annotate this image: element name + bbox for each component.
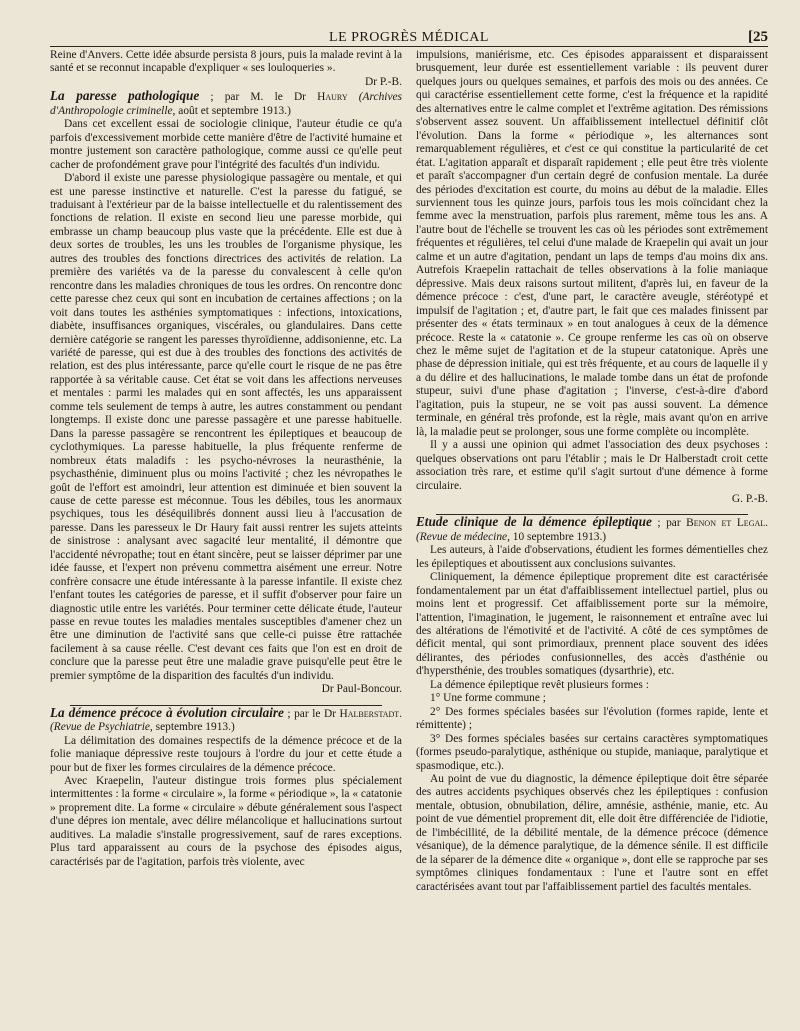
article-list-item: 1° Une forme commune ; bbox=[430, 692, 546, 705]
article-signature: Dr Paul-Boncour. bbox=[321, 683, 402, 696]
article-title-paresse: La paresse pathologique ; par M. le Dr Haury (Archives d'Anthropologie criminelle, août et septembre 1913.) bbox=[50, 88, 402, 117]
continuation-paragraph: impulsions, maniérisme, etc. Ces épisodes apparaissent et disparaissent brusquement, leur durée est essentiellement variable : ils peuvent durer quelques jours ou quelques semaines, et parfois des mois ou des années. Ce qui caractérise essentiellement cette forme, c'est la fréquence et la rapidité des alternatives entre le calme complet et l'extrême agitation. Des rémissions s'observent assez souvent. Un affaiblissement intellectuel définitif clôt l'évolution. Dans la forme « périodique », les alternances sont remarquablement régulières, et c'est ce qui constitue la particularité de cet état. L'agitation apparaît et disparaît rapidement ; elle peut être très violente et paraît s'accompagner d'un certain degré de confusion mentale. La durée des périodes d'excitation est courte, du moins au début de la maladie. Elles surviennent tous les quinze jours, parfois tous les mois coïncidant chez la femme avec la menstruation, parfois plus rarement, même tous les ans. A l'autre bout de l'échelle se trouvent les cas où les périodes sont extrêmement fréquentes et régulières, tel celui d'une malade de Kraepelin qui avait un jour calme et un autre d'agitation, pendant un laps de temps d'au moins dix ans. Autrefois Kraepelin rattachait de telles observations à la folie maniaque dépressive. Mais deux raisons surtout militent, d'après lui, en faveur de la démence précoce : c'est, d'une part, le caractère aveugle, stéréotypé et impulsif de l'agitation ; et, d'autre part, le fait que ces malades finissent par présenter des « états terminaux » en tout analogues à ceux de la démence précoce. Reste la « catatonie ». Ce groupe renferme les cas où on observe chez le même sujet de l'agitation et de la stupeur catatonique. Après une phase de dépression initiale, qui est très fréquente, et au cours de laquelle il y a du délire et des hallucinations, le malade tombe dans un état de profonde stupeur, suivi d'une phase d'agitation ; l'inverse, c'est-à-dire d'abord l'agitation, puis la stupeur, ne se voit pas aussi souvent. La démence terminale, en général très profonde, est la règle, mais avant qu'on en arrive là, la maladie peut se prolonger, sous une forme complète ou incomplète. bbox=[416, 49, 768, 438]
right-column bbox=[416, 49, 768, 894]
page-number: [25 bbox=[748, 29, 768, 45]
article-list-item: 2° Des formes spéciales basées sur l'évolution (formes rapide, lente et rémittente) ; bbox=[416, 705, 768, 732]
article-paragraph: Les auteurs, à l'aide d'observations, étudient les formes démentielles chez les épileptiques et aboutissent aux conclusions suivantes. bbox=[416, 544, 768, 570]
article-paragraph: Cliniquement, la démence épileptique proprement dite est caractérisée fondamentalement par un état d'affaiblissement intellectuel partiel, plus ou moins lent et progressif. Cet affaiblissement porte sur la mémoire, l'attention, l'imagination, le jugement, le raisonnement et entraîne avec lui des altérations de l'émotivité et de l'activité. A côté de ces symptômes de déficit mental, qui sont primordiaux, prennent place souvent des idées délirantes, des périodes confusionnelles, des accès d'asthénie ou d'hypersthénie, des troubles somatiques (dysarthrie), etc. bbox=[416, 571, 768, 678]
running-head: LE PROGRÈS MÉDICAL bbox=[329, 30, 489, 45]
intro-signature: Dr P.-B. bbox=[364, 75, 402, 88]
article-paragraph: Au point de vue du diagnostic, la démence épileptique doit être séparée des autres accidents psychiques observés chez les épileptiques : confusion mentale, obtusion, obnubilation, délire, amnésie, asthénie, manie, etc. Au point de vue démentiel proprement dit, elle doit être différenciée de l'idiotie, de l'imbécillité, de la débilité mentale, de la démence précoce (démence vésanique), de la démence paralytique, de la démence sénile. Il est difficile de la séparer de la démence dite « organique », dont elle se rapproche par ses symptômes cliniques fondamentaux : l'une et l'autre sont en effet caractérisées avant tout par l'affaiblissement partiel des facultés mentales. bbox=[416, 773, 768, 893]
intro-paragraph: Reine d'Anvers. Cette idée absurde persista 8 jours, puis la malade revint à la santé et se reconnut incapable d'expliquer « ses louloqueries ». Dr P.-B. bbox=[50, 49, 402, 88]
continuation-signature: G. P.-B. bbox=[731, 492, 768, 505]
continuation-paragraph: Il y a aussi une opinion qui admet l'association des deux psychoses : quelques observations ont paru l'établir ; mais le Dr Halberstadt croit cette association très rare, et estime qu'il s'agit surtout d'une démence à forme circulaire. G. P.-B. bbox=[416, 439, 768, 505]
article-list-item: 3° Des formes spéciales basées sur certains caractères symptomatiques (formes pseudo-paralytique, asthénique ou stupide, maniaque, paralytique et spasmodique, etc.). bbox=[416, 732, 768, 772]
left-column bbox=[50, 49, 402, 894]
article-title-demence-precoce: La démence précoce à évolution circulaire ; par le Dr Halberstadt. (Revue de Psychiatrie, septembre 1913.) bbox=[50, 704, 402, 734]
article-title-demence-epileptique: Etude clinique de la démence épileptique ; par Benon et Legal. (Revue de médecine, 10 septembre 1913.) bbox=[416, 514, 768, 543]
article-paragraph: La délimitation des domaines respectifs de la démence précoce et de la folie maniaque dépressive reste toujours à l'ordre du jour et cette étude a pour but de fixer les formes circulaires de la démence précoce. bbox=[50, 734, 402, 774]
article-paragraph: Dans cet excellent essai de sociologie clinique, l'auteur étudie ce qu'a parfois d'excessivement morbide cette manière d'être de l'activité humaine et montre justement son caractère pathologique, comme aussi ce qu'elle peut cacher de profondément grave pour l'intégrité des facultés d'un individu. bbox=[50, 118, 402, 171]
article-paragraph: D'abord il existe une paresse physiologique passagère ou mentale, et qui est une paresse instinctive et naturelle. C'est la paresse du fatigué, se traduisant à l'extérieur par de la baisse intellectuelle et du ralentissement des fonctions de relation. Il existe en second lieu une paresse morbide, qui embrasse un champ beaucoup plus vaste que la précédente. Elle est due à deux sortes de troubles, les uns les troubles de l'organisme physique, les autres des troubles des fonctions directrices des activités de relation. La première des variétés va de la paresse du convalescent à celle qu'on rencontre dans les maladies chroniques de tous les ordres. On rencontre donc cette paresse chez ceux qui sont en incubation de certaines affections ; on la voit dans toutes les asthénies symptomatiques : infections, intoxications, diabète, insuffisances organiques, viscérales, ou glandulaires. Dans cette dernière catégorie se rangent les paresses thyroïdienne, addisonienne, etc. La variété de paresse, qui est due à des troubles des fonctions des activités de relation, est des plus intéressante, parce qu'elle court le risque de ne pas être rapportée à sa véritable cause. Cet état se voit dans les affections nerveuses et mentales : parmi les malades qui en sont affectés, les uns apparaissent comme tels seulement de temps à autre, les autres constamment ou pendant longtemps. Il existe donc une paresse passagère et une paresse habituelle. Dans la paresse passagère se rencontrent les épileptiques et beaucoup de cyclothymiques. La paresse habituelle, la plus fréquente renferme de nombreux états maladifs : les psycho-névroses la neurasthénie, la psychasthénie, diminuent plus ou moins l'activité ; chez les névropathes le goût de l'effort est amoindri, leur attention est diminuée et bien souvent la cause de cette paresse est méconnue. Tous les débiles, tous les anormaux psychiques, tous les déséquilibrés donnent aussi lieu à l'accusation de paresse. Dans les paresseux le Dr Haury fait aussi rentrer les sujets atteints de sinistrose : analysant avec sagacité leur mentalité, il démontre que l'accidenté névropathe; tout en étant sincère, peut se laisser déprimer par une idée fausse, et l'expert non prévenu commettra aisément une erreur. Notre confrère consacre une étude intéressante à la paresse infantile. Il existe chez l'enfant toutes les catégories de paresse, et il suffit d'observer pour faire un diagnostic utile entre les variétés. Pour terminer cette délicate étude, l'auteur passe en revue toutes les maladies mentales susceptibles d'amener chez un être une diminution de l'activité sans que celle-ci puisse être rattachée facilement à sa cause réelle. C'est devant ces faits que l'on est en droit de conclure que la paresse peut être une maladie grave puisqu'elle peut être le premier symptôme de la disparition des facultés d'un individu. bbox=[50, 172, 402, 682]
two-column-body bbox=[50, 49, 768, 894]
article-paragraph: Avec Kraepelin, l'auteur distingue trois formes plus spécialement intermittentes : la forme « circulaire », la forme « périodique », la « catatonie » proprement dite. La forme « circulaire » débute généralement sous l'aspect d'une dépres ion mentale, avec délire mélancolique et hallucinations surtout auditives. La maladie s'installe progressivement, sauf de rares exceptions. Plus tard apparaissent au cours de la psychose des épisodes aigus, caractérisés par de l'agitation, parfois très violente, avec bbox=[50, 775, 402, 868]
article-paragraph: La démence épileptique revêt plusieurs formes : bbox=[430, 678, 649, 691]
page-header bbox=[50, 0, 768, 47]
